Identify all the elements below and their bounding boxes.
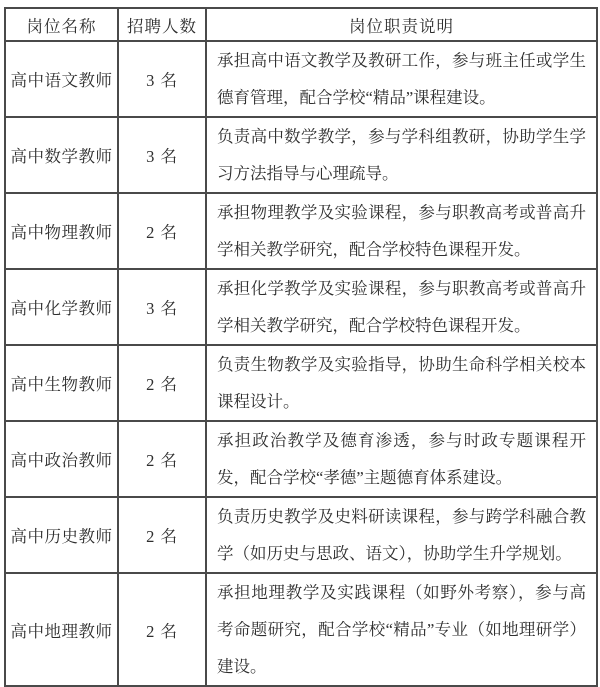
duty-cell: 承担政治教学及德育渗透，参与时政专题课程开发，配合学校“孝德”主题德育体系建设。 — [206, 421, 597, 497]
duty-cell: 承担物理教学及实验课程，参与职教高考或普高升学相关教学研究，配合学校特色课程开发。 — [206, 193, 597, 269]
duty-cell: 负责生物教学及实验指导，协助生命科学相关校本课程设计。 — [206, 345, 597, 421]
position-cell: 高中化学教师 — [5, 269, 118, 345]
count-cell: 3 名 — [118, 117, 206, 193]
count-cell: 3 名 — [118, 269, 206, 345]
count-cell: 2 名 — [118, 497, 206, 573]
table-row — [5, 193, 597, 269]
header-count: 招聘人数 — [118, 8, 206, 41]
position-cell: 高中数学教师 — [5, 117, 118, 193]
position-cell: 高中生物教师 — [5, 345, 118, 421]
recruitment-table — [4, 7, 598, 687]
position-cell: 高中政治教师 — [5, 421, 118, 497]
header-duty: 岗位职责说明 — [206, 8, 597, 41]
table-row — [5, 421, 597, 497]
count-cell: 2 名 — [118, 345, 206, 421]
position-cell: 高中历史教师 — [5, 497, 118, 573]
header-position: 岗位名称 — [5, 8, 118, 41]
duty-cell: 承担化学教学及实验课程，参与职教高考或普高升学相关教学研究，配合学校特色课程开发。 — [206, 269, 597, 345]
duty-cell: 负责高中数学教学，参与学科组教研，协助学生学习方法指导与心理疏导。 — [206, 117, 597, 193]
table-row — [5, 41, 597, 117]
duty-cell: 承担高中语文教学及教研工作，参与班主任或学生德育管理，配合学校“精品”课程建设。 — [206, 41, 597, 117]
table-row — [5, 269, 597, 345]
position-cell: 高中语文教师 — [5, 41, 118, 117]
duty-cell: 承担地理教学及实践课程（如野外考察），参与高考命题研究，配合学校“精品”专业（如地理研学）建设。 — [206, 573, 597, 686]
position-cell: 高中地理教师 — [5, 573, 118, 686]
count-cell: 3 名 — [118, 41, 206, 117]
table-row — [5, 573, 597, 686]
count-cell: 2 名 — [118, 421, 206, 497]
table-row — [5, 345, 597, 421]
count-cell: 2 名 — [118, 193, 206, 269]
table-body — [5, 41, 597, 686]
table-row — [5, 117, 597, 193]
table-row — [5, 497, 597, 573]
duty-cell: 负责历史教学及史料研读课程，参与跨学科融合教学（如历史与思政、语文），协助学生升学规划。 — [206, 497, 597, 573]
count-cell: 2 名 — [118, 573, 206, 686]
header-row — [5, 8, 597, 41]
position-cell: 高中物理教师 — [5, 193, 118, 269]
